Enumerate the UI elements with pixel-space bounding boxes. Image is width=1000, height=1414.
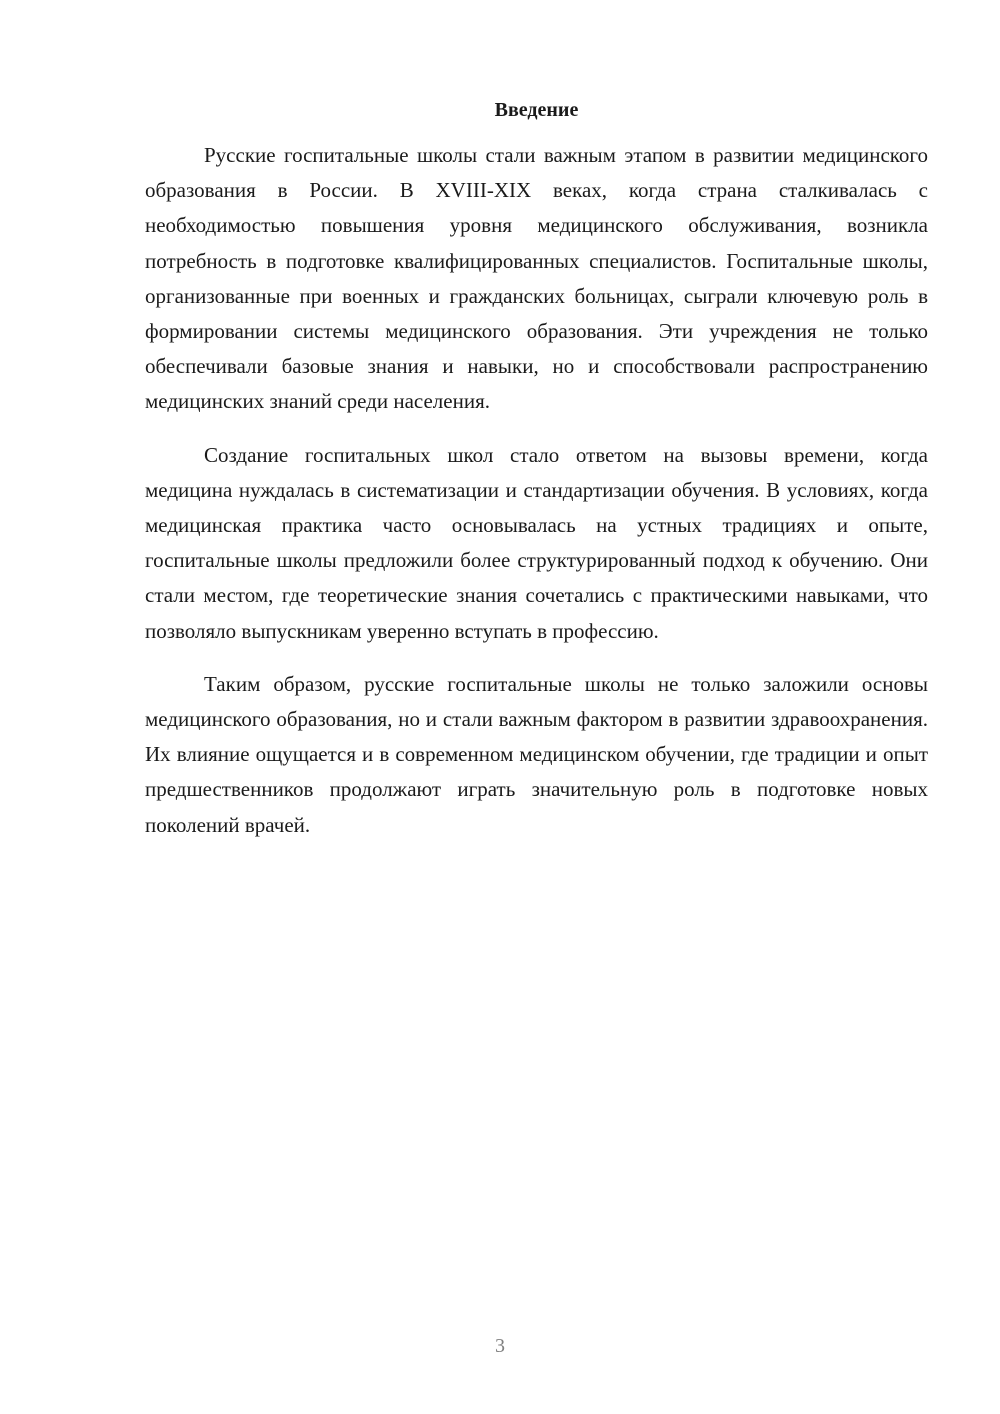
page-number: 3 [495, 1335, 505, 1357]
paragraph-3: Таким образом, русские госпитальные школы не только заложили основы медицинского образования, но и стали важным фактором в развитии здравоохранения. Их влияние ощущается и в современном медицинском обучении, где традиции и опыт предшественников продолжают играть значительную роль в подготовке новых поколений врачей. [145, 671, 928, 837]
section-heading: Введение [494, 99, 579, 121]
paragraph-2: Создание госпитальных школ стало ответом на вызовы времени, когда медицина нуждалась в систематизации и стандартизации обучения. В условиях, когда медицинская практика часто основывалась на устных традициях и опыте, госпитальные школы предложили более структурированный подход к обучению. Они стали местом, где теоретические знания сочетались с практическими навыками, что позволяло выпускникам уверенно вступать в профессию. [145, 442, 928, 643]
paragraph-1: Русские госпитальные школы стали важным этапом в развитии медицинского образования в России. В XVIII-XIX веках, когда страна сталкивалась с необходимостью повышения уровня медицинского обслуживания, возникла потребность в подготовке квалифицированных специалистов. Госпитальные школы, организованные при военных и гражданских больницах, сыграли ключевую роль в формировании системы медицинского образования. Эти учреждения не только обеспечивали базовые знания и навыки, но и способствовали распространению медицинских знаний среди населения. [145, 143, 928, 414]
page-content [145, 96, 928, 861]
